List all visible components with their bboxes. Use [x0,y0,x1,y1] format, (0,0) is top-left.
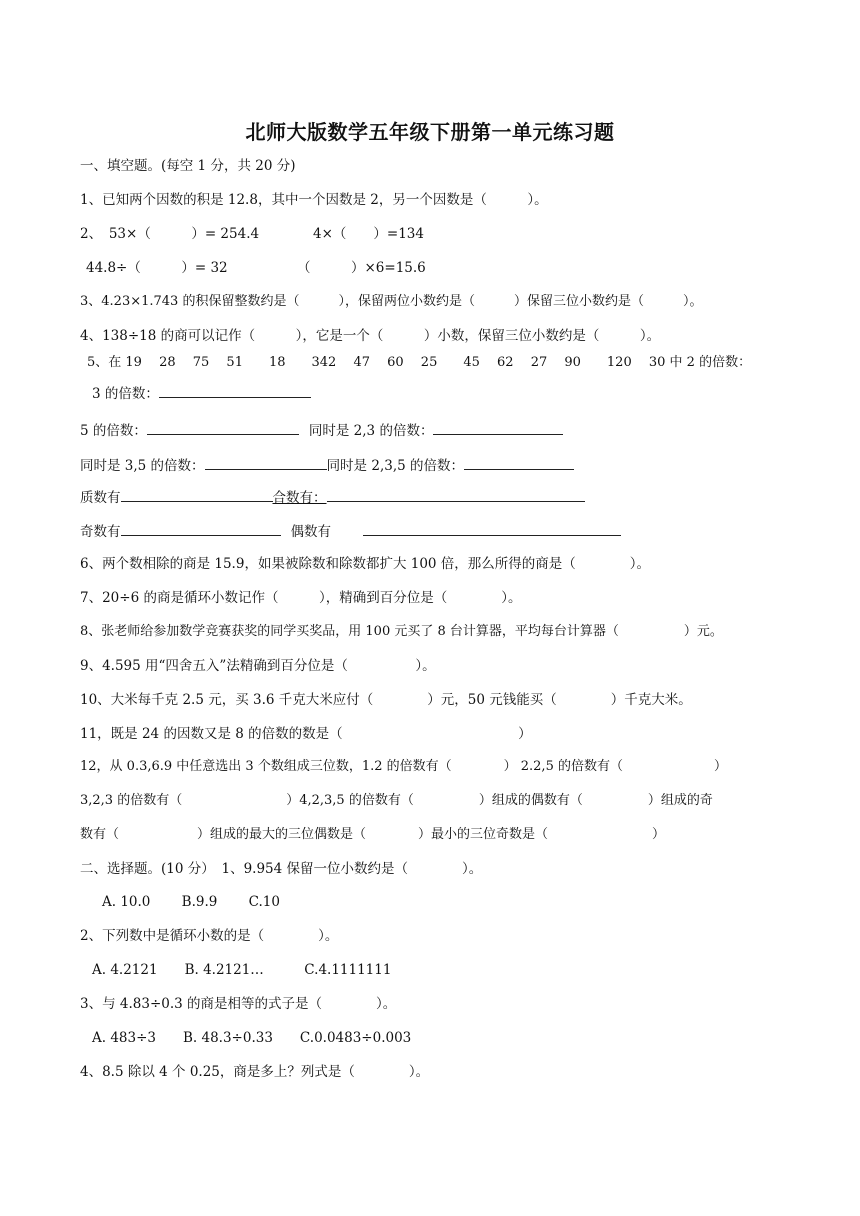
question-9: 9、4.595 用“四舍五入”法精确到百分位是（ ）。 [80,658,436,674]
multiples-of-3-5-label: 同时是 3,5 的倍数： [80,458,205,474]
question-5-prime-composite-row [80,487,585,507]
question-11: 11，既是 24 的因数又是 8 的倍数的数是（ ） [80,726,532,742]
question-3: 3、4.23×1.743 的积保留整数约是（ ），保留两位小数约是（ ）保留三位小数约是（ ）。 [80,294,703,309]
odd-label: 奇数有 [80,524,121,540]
question-5-multiples-of-3 [92,383,311,403]
prime-label: 质数有 [80,490,121,506]
answer-line [363,521,621,536]
section-2-heading: 二、选择题。(10 分） 1、9.954 保留一位小数约是（ ）。 [80,861,483,877]
question-5-common-multiples-row [80,455,574,475]
page-title: 北师大版数学五年级下册第一单元练习题 [245,120,615,144]
answer-line [159,383,311,398]
question-1: 1、已知两个因数的积是 12.8，其中一个因数是 2，另一个因数是（ ）。 [80,192,548,208]
answer-line [464,455,574,470]
question-12-line-1: 12，从 0.3,6.9 中任意选出 3 个数组成三位数，1.2 的倍数有（ ） 2.2,5 的倍数有（ ） [80,759,727,774]
question-2-part-b: 4×（ ）=134 [313,226,424,242]
multiples-of-2-3-5-label: 同时是 2,3,5 的倍数： [326,458,464,474]
question-8: 8、张老师给参加数学竞赛获奖的同学买奖品，用 100 元买了 8 台计算器，平均每台计算器（ ）元。 [80,624,723,639]
question-5-multiples-row [80,420,563,440]
question-4: 4、138÷18 的商可以记作（ ），它是一个（ ）小数，保留三位小数约是（ ）。 [80,328,661,344]
answer-line [121,521,281,536]
multiples-of-5-label: 5 的倍数： [80,423,147,439]
choice-1-options: A. 10.0 B.9.9 C.10 [102,894,280,910]
question-2-part-a: 2、 53×（ ）= 254.4 [80,226,260,242]
question-2-part-c: 44.8÷（ ）= 32 [86,260,228,276]
answer-line [121,487,273,502]
answer-line [433,420,563,435]
multiples-of-3-label: 3 的倍数： [92,386,159,402]
composite-label: 合数有： [272,490,327,506]
answer-line [205,455,327,470]
choice-3-question: 3、与 4.83÷0.3 的商是相等的式子是（ ）。 [80,996,397,1012]
even-label: 偶数有 [290,524,331,540]
question-2-part-d: （ ）×6=15.6 [297,260,426,276]
choice-3-options: A. 483÷3 B. 48.3÷0.33 C.0.0483÷0.003 [92,1030,412,1046]
answer-line [327,487,585,502]
question-5-odd-even-row [80,521,621,541]
question-12-line-3: 数有（ ）组成的最大的三位偶数是（ ）最小的三位奇数是（ ） [80,827,666,842]
answer-line [147,420,299,435]
section-1-heading: 一、填空题。(每空 1 分，共 20 分) [80,158,296,174]
question-7: 7、20÷6 的商是循环小数记作（ ），精确到百分位是（ ）。 [80,590,522,606]
multiples-of-2-3-label: 同时是 2,3 的倍数： [308,423,434,439]
question-6: 6、两个数相除的商是 15.9，如果被除数和除数都扩大 100 倍，那么所得的商是（ ）。 [80,556,651,572]
question-5: 5、在 19 28 75 51 18 342 47 60 25 45 62 27 90 120 30 中 2 的倍数： [87,355,752,370]
choice-2-options: A. 4.2121 B. 4.2121… C.4.1111111 [92,962,392,978]
question-10: 10、大米每千克 2.5 元，买 3.6 千克大米应付（ ）元，50 元钱能买（ ）千克大米。 [80,692,692,708]
choice-2-question: 2、下列数中是循环小数的是（ ）。 [80,928,339,944]
question-12-line-2: 3,2,3 的倍数有（ ）4,2,3,5 的倍数有（ ）组成的偶数有（ ）组成的奇 [80,793,713,808]
choice-4-question: 4、8.5 除以 4 个 0.25，商是多上？列式是（ ）。 [80,1064,430,1080]
